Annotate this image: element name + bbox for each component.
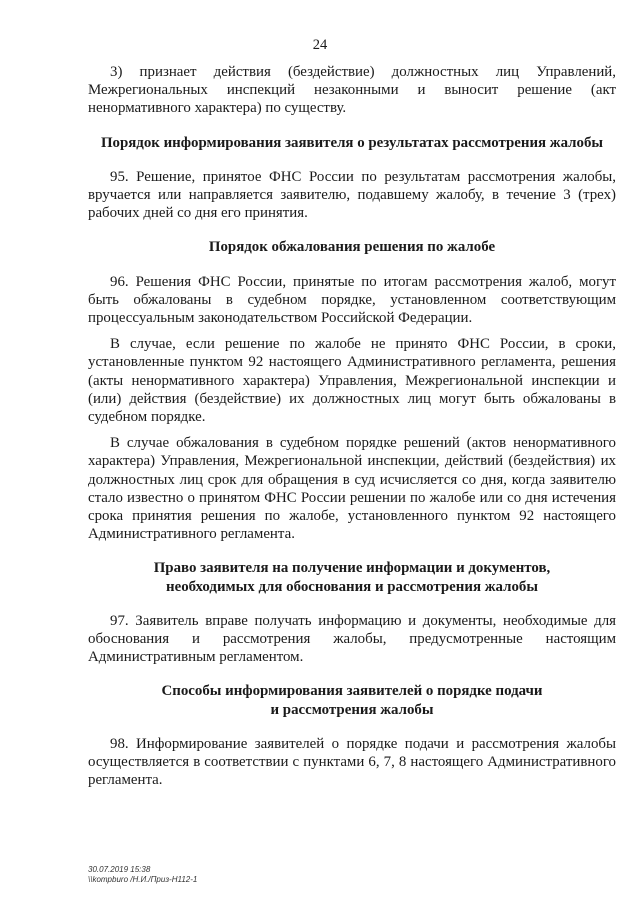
heading-line: Способы информирования заявителей о порядке подачи [161,683,543,700]
footer-file-path: \\kompburo /Н.И./Приз-Н112-1 [88,875,198,884]
section-heading-right-to-information [88,559,616,595]
heading-line: необходимых для обоснования и рассмотрения жалобы [166,578,538,595]
section-heading-informing-methods [88,682,616,718]
heading-line: Право заявителя на получение информации и документов, [153,560,551,577]
paragraph-95: 95. Решение, принятое ФНС России по результатам рассмотрения жалобы, вручается или направляется заявителю, подавшему жалобу, в течение 3 (трех) рабочих дней со дня его принятия. [88,168,616,222]
paragraph-98: 98. Информирование заявителей о порядке подачи и рассмотрения жалобы осуществляется в соответствии с пунктами 6, 7, 8 настоящего Административного регламента. [88,735,616,789]
paragraph-96-c: В случае обжалования в судебном порядке решений (актов ненормативного характера) Управления, Межрегиональной инспекции, действий (бездействия) их должностных лиц срок для обращения в суд исчисляется со дня, когда заявителю стало известно о принятом ФНС России решении по жалобе или со дня истечения срока принятия решения по жалобе, установленного пунктом 92 настоящего Административного регламента. [88,435,616,543]
document-body [88,63,616,790]
page-number: 24 [312,37,328,53]
section-heading-appeal-procedure: Порядок обжалования решения по жалобе [208,239,496,256]
heading-line: и рассмотрения жалобы [270,701,434,718]
paragraph-continued: 3) признает действия (бездействие) должностных лиц Управлений, Межрегиональных инспекций незаконными и выносит решение (акт ненормативного характера) по существу. [88,64,616,117]
paragraph-96: 96. Решения ФНС России, принятые по итогам рассмотрения жалоб, могут быть обжалованы в судебном порядке, установленном соответствующим процессуальным законодательством Российской Федерации. [88,273,616,327]
footer-timestamp: 30.07.2019 15:38 [88,865,151,874]
paragraph-97: 97. Заявитель вправе получать информацию и документы, необходимые для обоснования и рассмотрения жалобы, предусмотренные настоящим Административным регламентом. [88,612,616,666]
paragraph-96-b: В случае, если решение по жалобе не принято ФНС России, в сроки, установленные пунктом 92 настоящего Административного регламента, решения (акты ненормативного характера) Управления, Межрегиональной инспекции и (или) действия (бездействие) их должностных лиц могут быть обжалованы в судебном порядке. [88,336,616,426]
section-heading-informing-result: Порядок информирования заявителя о результатах рассмотрения жалобы [100,134,604,151]
print-footer [88,865,197,885]
